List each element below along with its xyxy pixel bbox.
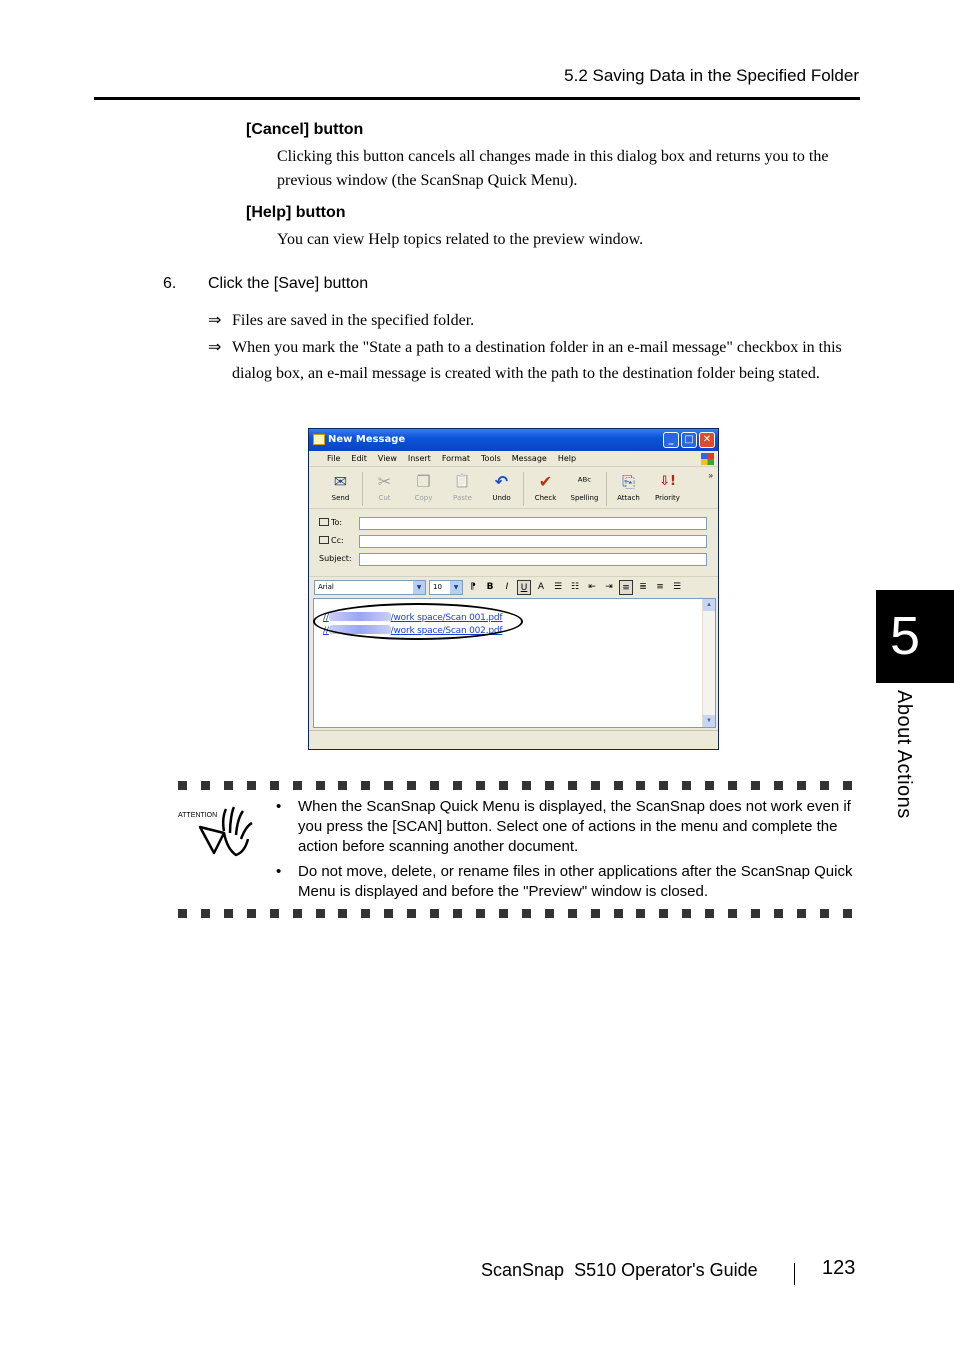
chapter-tab: 5 — [876, 590, 954, 683]
paste-button[interactable] — [443, 469, 482, 509]
step-instruction — [163, 275, 368, 293]
link-prefix: // — [323, 626, 329, 636]
copy-button[interactable] — [404, 469, 443, 509]
border-square — [247, 909, 256, 918]
border-square — [728, 781, 737, 790]
result-arrow: ⇒ — [208, 339, 222, 356]
attention-bullets — [276, 797, 856, 907]
paragraph-style-icon[interactable]: ⁋ — [470, 582, 476, 592]
border-square — [178, 781, 187, 790]
border-square — [224, 909, 233, 918]
menu-format[interactable]: Format — [441, 454, 471, 463]
border-square — [751, 781, 760, 790]
border-square — [751, 909, 760, 918]
border-square — [430, 909, 439, 918]
border-square — [293, 781, 302, 790]
undo-label: Undo — [492, 494, 511, 502]
border-square — [591, 909, 600, 918]
cc-input[interactable] — [359, 535, 707, 548]
border-square — [293, 909, 302, 918]
border-square — [224, 781, 233, 790]
numbered-list-icon[interactable]: ☰ — [553, 582, 563, 592]
new-message-window — [308, 428, 719, 750]
cc-row — [319, 533, 709, 549]
step-number: 6. — [163, 275, 177, 292]
result-item — [208, 308, 858, 334]
toolbar-separator — [606, 472, 607, 506]
check-label: Check — [534, 494, 557, 502]
attention-top-border — [178, 781, 852, 790]
menu-file[interactable]: File — [327, 454, 341, 463]
link-path: /work space/Scan 001.pdf — [390, 613, 503, 623]
border-square — [201, 781, 210, 790]
bold-icon[interactable]: B — [486, 582, 494, 592]
cancel-button-description: Clicking this button cancels all changes made in this dialog box and returns you to the previous window (the ScanSnap Quick Menu). — [277, 148, 829, 189]
border-square — [820, 781, 829, 790]
result-text: When you mark the "State a path to a destination folder in an e-mail message" checkbox in this dialog box, an e-mail message is created with the path to the destination folder being stated. — [232, 339, 842, 382]
toolbar-separator — [362, 472, 363, 506]
align-left-icon[interactable]: ≡ — [619, 580, 633, 595]
windows-flag-icon — [701, 453, 714, 465]
border-square — [178, 909, 187, 918]
decrease-indent-icon[interactable]: ⇤ — [588, 582, 596, 592]
menu-message[interactable]: Message — [511, 454, 547, 463]
message-app-icon — [313, 434, 325, 445]
minimize-button[interactable]: _ — [663, 432, 679, 448]
border-square — [407, 909, 416, 918]
send-button[interactable] — [321, 469, 360, 509]
subject-label: Subject: — [319, 554, 352, 563]
cut-button[interactable] — [365, 469, 404, 509]
border-square — [797, 781, 806, 790]
undo-button[interactable] — [482, 469, 521, 509]
border-square — [316, 781, 325, 790]
border-square — [614, 781, 623, 790]
bulleted-list-icon[interactable]: ☷ — [570, 582, 580, 592]
attention-bullet-text: Do not move, delete, or rename files in other applications after the ScanSnap Quick Menu is displayed and before the "Preview" window is closed. — [298, 863, 853, 900]
footer-separator — [794, 1263, 795, 1285]
scroll-up-icon[interactable]: ▲ — [703, 599, 715, 611]
close-button[interactable]: ✕ — [699, 432, 715, 448]
border-square — [453, 909, 462, 918]
attach-button[interactable] — [609, 469, 648, 509]
border-square — [774, 781, 783, 790]
attention-bullet-text: When the ScanSnap Quick Menu is displayed, the ScanSnap does not work even if you press the [SCAN] button. Select one of actions in the menu and complete the action before scanning another document. — [298, 798, 851, 855]
highlight-ellipse — [313, 603, 523, 640]
address-book-icon — [319, 536, 329, 544]
border-square — [522, 781, 531, 790]
attach-label: Attach — [617, 494, 640, 502]
spelling-icon: ᴬᴮᶜ — [577, 475, 592, 488]
footer-guide-title: ScanSnap S510 Operator's Guide — [481, 1260, 758, 1280]
border-square — [843, 909, 852, 918]
scroll-down-icon[interactable]: ▼ — [703, 715, 715, 727]
border-square — [384, 909, 393, 918]
result-text: Files are saved in the specified folder. — [232, 312, 475, 329]
toolbar-overflow-icon[interactable]: » — [708, 471, 713, 480]
spelling-label: Spelling — [570, 494, 599, 502]
font-size-value: 10 — [433, 583, 442, 591]
to-row — [319, 515, 709, 531]
link-path: /work space/Scan 002.pdf — [390, 626, 503, 636]
border-square — [568, 909, 577, 918]
window-title-bar — [309, 429, 718, 451]
italic-icon[interactable]: I — [505, 582, 509, 592]
toolbar-separator — [523, 472, 524, 506]
menu-bar — [309, 451, 718, 467]
attention-bullet — [276, 797, 856, 857]
to-label-text: To: — [331, 518, 343, 527]
spelling-button[interactable] — [565, 469, 604, 509]
border-square — [636, 909, 645, 918]
result-arrow: ⇒ — [208, 312, 222, 329]
cc-label-text: Cc: — [331, 536, 344, 545]
bullet-dot: • — [276, 798, 282, 815]
step-text: Click the [Save] button — [208, 275, 369, 292]
priority-icon: ⇩! — [659, 474, 676, 489]
undo-icon: ↶ — [494, 472, 509, 491]
subject-row — [319, 551, 709, 567]
border-square — [774, 909, 783, 918]
border-square — [384, 781, 393, 790]
underline-icon[interactable]: U — [517, 580, 531, 595]
border-square — [476, 781, 485, 790]
cut-label: Cut — [378, 494, 391, 502]
border-square — [361, 781, 370, 790]
scissors-icon: ✂ — [377, 472, 392, 491]
border-square — [453, 781, 462, 790]
border-square — [659, 781, 668, 790]
vertical-scrollbar[interactable] — [702, 599, 715, 727]
message-body[interactable] — [313, 598, 716, 728]
send-icon: ✉ — [333, 472, 348, 491]
border-square — [682, 781, 691, 790]
bullet-dot: • — [276, 863, 282, 880]
copy-icon: ❐ — [416, 472, 431, 491]
menu-tools[interactable]: Tools — [481, 454, 501, 463]
border-square — [316, 909, 325, 918]
border-square — [545, 909, 554, 918]
paste-label: Paste — [453, 494, 472, 502]
border-square — [797, 909, 806, 918]
attention-bullet — [276, 862, 856, 902]
border-square — [338, 781, 347, 790]
to-label[interactable] — [319, 518, 359, 527]
link-prefix: // — [323, 613, 329, 623]
status-bar — [309, 730, 718, 749]
border-square — [270, 909, 279, 918]
toolbar — [309, 469, 718, 509]
border-square — [682, 909, 691, 918]
border-square — [705, 781, 714, 790]
menu-edit[interactable]: Edit — [351, 454, 367, 463]
priority-label: Priority — [655, 494, 680, 502]
check-button[interactable] — [526, 469, 565, 509]
attention-label: ATTENTION — [178, 812, 218, 819]
border-square — [361, 909, 370, 918]
align-center-icon[interactable]: ≣ — [639, 582, 647, 592]
increase-indent-icon[interactable]: ⇥ — [605, 582, 613, 592]
font-select-value: Arial — [318, 583, 334, 591]
border-square — [820, 909, 829, 918]
maximize-button[interactable]: □ — [681, 432, 697, 448]
check-names-icon: ✔ — [538, 472, 553, 491]
format-bar — [309, 576, 718, 598]
border-square — [614, 909, 623, 918]
result-item — [208, 335, 858, 387]
border-square — [522, 909, 531, 918]
menu-view[interactable]: View — [377, 454, 397, 463]
send-label: Send — [331, 494, 350, 502]
running-header: 5.2 Saving Data in the Specified Folder — [564, 66, 859, 85]
chevron-down-icon: ▼ — [413, 581, 425, 594]
window-controls — [663, 432, 715, 448]
border-square — [407, 781, 416, 790]
font-select[interactable] — [314, 580, 426, 595]
menu-insert[interactable]: Insert — [407, 454, 431, 463]
border-square — [201, 909, 210, 918]
border-square — [728, 909, 737, 918]
border-square — [568, 781, 577, 790]
font-size-select[interactable] — [429, 580, 463, 595]
border-square — [270, 781, 279, 790]
border-square — [636, 781, 645, 790]
border-square — [545, 781, 554, 790]
cancel-button-heading: [Cancel] button — [246, 121, 364, 138]
border-square — [499, 781, 508, 790]
border-square — [591, 781, 600, 790]
border-square — [247, 781, 256, 790]
address-book-icon — [319, 518, 329, 526]
border-square — [499, 909, 508, 918]
attention-bottom-border — [178, 909, 852, 918]
border-square — [430, 781, 439, 790]
help-button-description: You can view Help topics related to the preview window. — [277, 231, 644, 248]
paperclip-icon: ⎘ — [622, 472, 635, 491]
border-square — [338, 909, 347, 918]
border-square — [476, 909, 485, 918]
to-input[interactable] — [359, 517, 707, 530]
chevron-down-icon: ▼ — [450, 581, 462, 594]
cc-label[interactable] — [319, 536, 359, 545]
page-number: 123 — [822, 1257, 856, 1279]
help-button-heading: [Help] button — [246, 204, 346, 221]
font-color-icon[interactable]: A — [537, 582, 545, 592]
window-title: New Message — [328, 434, 406, 445]
header-rule — [94, 97, 860, 100]
align-right-icon[interactable]: ≡ — [656, 582, 664, 592]
border-square — [843, 781, 852, 790]
chapter-title: About Actions — [893, 690, 915, 819]
subject-input[interactable] — [359, 553, 707, 566]
border-square — [659, 909, 668, 918]
paste-icon: 📋 — [454, 474, 471, 489]
border-square — [705, 909, 714, 918]
priority-button[interactable] — [648, 469, 687, 509]
justify-icon[interactable]: ☰ — [672, 582, 682, 592]
copy-label: Copy — [414, 494, 433, 502]
menu-help[interactable]: Help — [557, 454, 577, 463]
